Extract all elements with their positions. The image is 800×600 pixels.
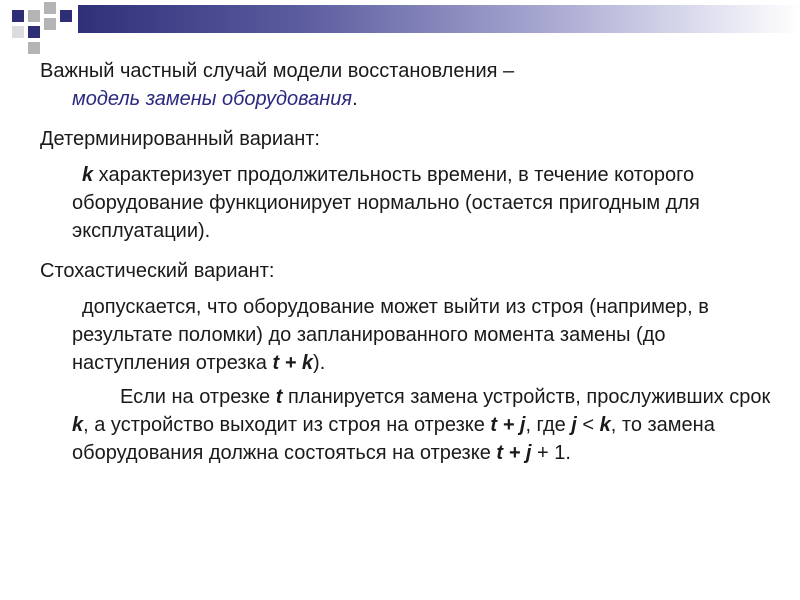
cond-text-g: + 1. <box>531 442 571 464</box>
cond-text-b: планируется замена устройств, прослуживших срок <box>282 386 771 408</box>
intro-paragraph <box>40 57 785 113</box>
var-t: t <box>275 386 283 408</box>
intro-tail: . <box>352 88 358 110</box>
stochastic-description <box>40 293 785 377</box>
var-k-first: k <box>72 414 84 436</box>
cond-text-f: , то замена оборудования должна состояться на отрезке <box>72 414 738 464</box>
stochastic-heading <box>40 257 785 285</box>
var-k-second: k <box>599 414 611 436</box>
title-bar-gradient <box>78 5 800 33</box>
var-j: j <box>571 414 577 436</box>
expr-t-plus-k: t + k <box>272 352 314 374</box>
deterministic-heading <box>40 125 785 153</box>
slide-body <box>40 57 785 467</box>
deterministic-description <box>40 161 785 245</box>
replacement-condition <box>40 383 785 467</box>
expr-t-plus-j: t + j <box>490 414 526 436</box>
cond-text-c: , а устройство выходит из строя на отрезке <box>83 414 491 436</box>
expr-t-plus-j-second: t + j <box>496 442 532 464</box>
equipment-replacement-model-term: модель замены оборудования <box>72 88 353 110</box>
stochastic-tail: ). <box>313 352 326 374</box>
cond-text-a: Если на отрезке <box>120 386 276 408</box>
deterministic-text: характеризует продолжительность времени, в течение которого оборудование функционирует нормально (остается пригодным для эксплуатации). <box>72 164 700 242</box>
var-k: k <box>82 164 94 186</box>
deterministic-heading-text: Детерминированный вариант: <box>40 128 320 150</box>
stochastic-heading-text: Стохастический вариант: <box>40 260 275 282</box>
intro-text: Важный частный случай модели восстановления – <box>40 60 515 82</box>
stochastic-text: допускается, что оборудование может выйти из строя (например, в результате поломки) до запланированного момента замены (до наступления отрезка <box>72 296 709 374</box>
cond-text-e: < <box>576 414 600 436</box>
cond-text-d: , где <box>525 414 572 436</box>
